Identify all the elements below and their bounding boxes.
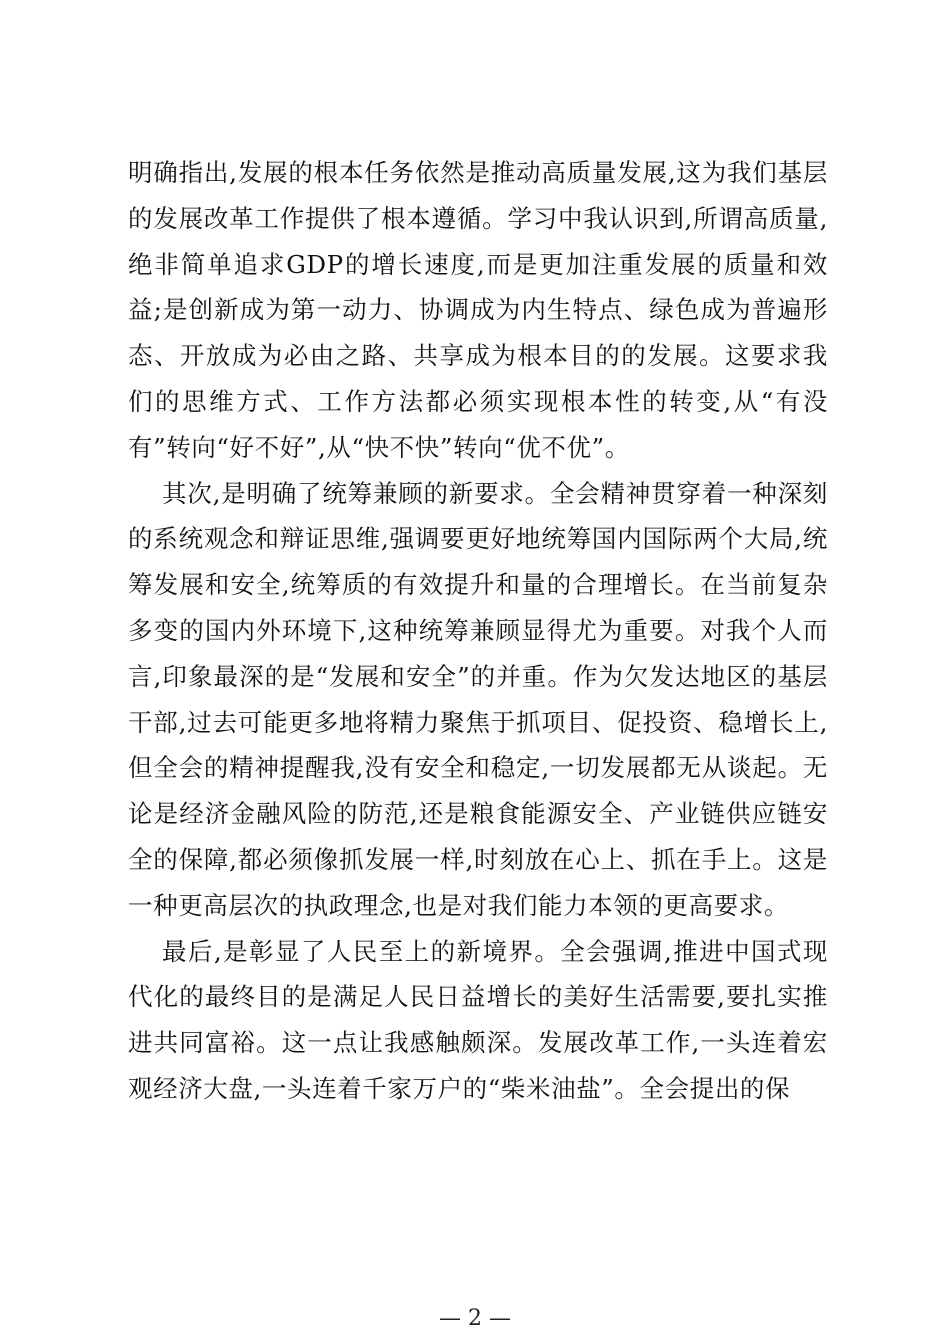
paragraph-second-point: 其次,是明确了统筹兼顾的新要求。全会精神贯穿着一种深刻的系统观念和辩证思维,强调要更好地统筹国内国际两个大局,统筹发展和安全,统筹质的有效提升和量的合理增长。在当前复杂多变的国内外环境下,这种统筹兼顾显得尤为重要。对我个人而言,印象最深的是“发展和安全”的并重。作为欠发达地区的基层干部,过去可能更多地将精力聚焦于抓项目、促投资、稳增长上,但全会的精神提醒我,没有安全和稳定,一切发展都无从谈起。无论是经济金融风险的防范,还是粮食能源安全、产业链供应链安全的保障,都必须像抓发展一样,时刻放在心上、抓在手上。这是一种更高层次的执政理念,也是对我们能力本领的更高要求。 [128, 478, 828, 920]
document-body [128, 150, 828, 1112]
paragraph-final-point: 最后,是彰显了人民至上的新境界。全会强调,推进中国式现代化的最终目的是满足人民日益增长的美好生活需要,要扎实推进共同富裕。这一点让我感触颇深。发展改革工作,一头连着宏观经济大盘,一头连着千家万户的“柴米油盐”。全会提出的保 [128, 936, 828, 1103]
paragraph-continuation: 明确指出,发展的根本任务依然是推动高质量发展,这为我们基层的发展改革工作提供了根本遵循。学习中我认识到,所谓高质量,绝非简单追求GDP的增长速度,而是更加注重发展的质量和效益;是创新成为第一动力、协调成为内生特点、绿色成为普遍形态、开放成为必由之路、共享成为根本目的的发展。这要求我们的思维方式、工作方法都必须实现根本性的转变,从“有没有”转向“好不好”,从“快不快”转向“优不优”。 [128, 158, 828, 462]
page-number: — 2 — [439, 1306, 511, 1331]
